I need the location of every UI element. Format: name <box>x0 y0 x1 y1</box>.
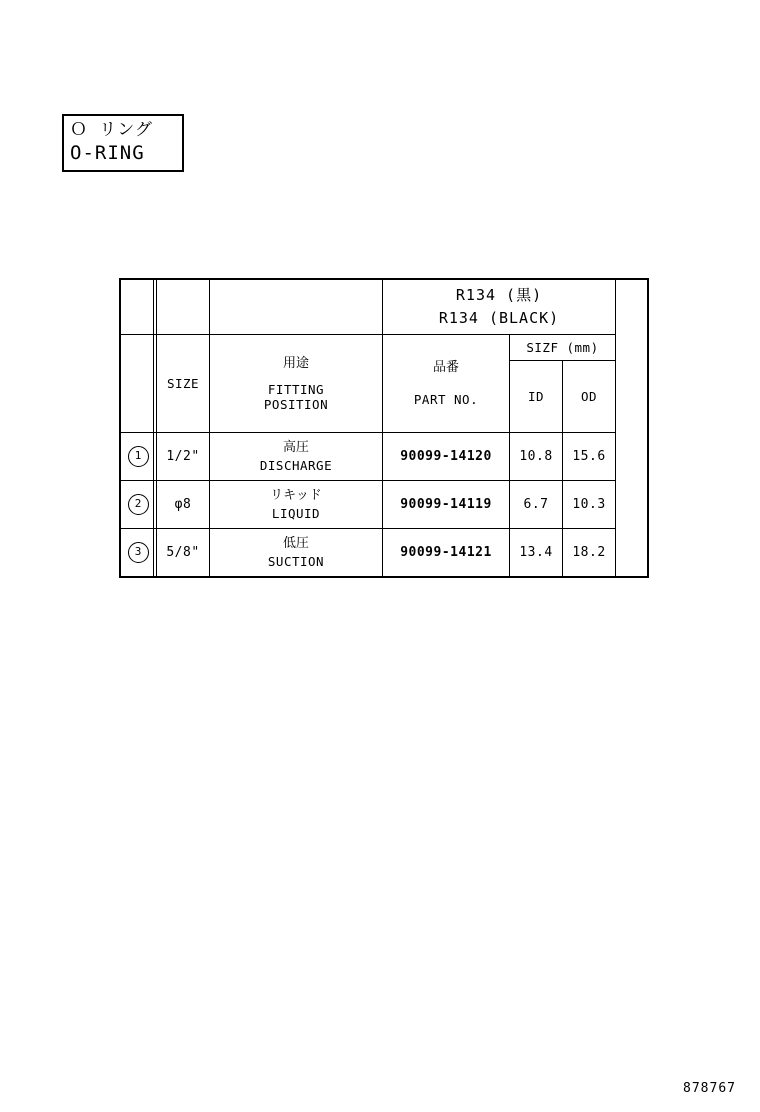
header-od-label: OD <box>580 388 598 404</box>
row-index <box>120 433 157 481</box>
row-part-no: 90099-14120 <box>383 433 510 481</box>
row-fitting <box>210 529 383 577</box>
header-part-japanese: 品番 <box>432 360 459 375</box>
drawing-code: 878767 <box>683 1081 736 1096</box>
row-fitting-japanese: 高圧 <box>282 440 309 455</box>
title-box <box>62 114 184 172</box>
row-part-no: 90099-14119 <box>383 481 510 529</box>
row-index <box>120 529 157 577</box>
row-fitting-english: DISCHARGE <box>259 458 333 473</box>
row-od: 10.3 <box>563 481 616 529</box>
header-blank-index <box>120 279 157 335</box>
table-row <box>120 529 616 577</box>
title-english: O-RING <box>70 142 145 164</box>
title-japanese: Ｏ リング <box>70 120 153 140</box>
header-blank-fitting <box>210 279 383 335</box>
circled-number: 1 <box>128 446 149 467</box>
header-index-column <box>120 335 157 433</box>
row-fitting-english: LIQUID <box>271 506 321 521</box>
header-part-english: PART NO. <box>413 392 479 407</box>
table-row <box>120 433 616 481</box>
header-fitting-position <box>210 335 383 433</box>
row-id: 13.4 <box>510 529 563 577</box>
row-fitting-english: SUCTION <box>267 554 325 569</box>
header-fitting-japanese: 用途 <box>282 355 309 371</box>
refrigerant-english: R134 (BLACK) <box>438 308 560 327</box>
header-id-label: ID <box>527 388 545 404</box>
row-size: 1/2" <box>157 433 210 481</box>
header-part-no <box>383 335 510 433</box>
circled-number: 3 <box>128 542 149 563</box>
row-fitting <box>210 433 383 481</box>
header-refrigerant <box>383 279 616 335</box>
header-size <box>157 335 210 433</box>
row-id: 10.8 <box>510 433 563 481</box>
table-row <box>120 481 616 529</box>
row-id: 6.7 <box>510 481 563 529</box>
row-part-no: 90099-14121 <box>383 529 510 577</box>
circled-number: 2 <box>128 494 149 515</box>
row-fitting-japanese: 低圧 <box>282 536 309 551</box>
header-size-group-label: SIZF (mm) <box>526 339 599 355</box>
header-fitting-english-line2: POSITION <box>263 396 329 412</box>
header-size-group <box>510 335 616 361</box>
oring-spec-table <box>119 278 616 577</box>
table-row-header-refrigerant <box>120 279 616 335</box>
header-od <box>563 361 616 433</box>
header-size-label: SIZE <box>166 375 200 391</box>
row-fitting <box>210 481 383 529</box>
table-row-header-sizegroup <box>120 335 616 361</box>
header-blank-size <box>157 279 210 335</box>
row-index <box>120 481 157 529</box>
refrigerant-japanese: R134 (黒) <box>455 285 543 304</box>
row-size: φ8 <box>157 481 210 529</box>
row-od: 18.2 <box>563 529 616 577</box>
row-od: 15.6 <box>563 433 616 481</box>
row-size: 5/8" <box>157 529 210 577</box>
header-fitting-english-line1: FITTING <box>267 381 325 397</box>
row-fitting-japanese: リキッド <box>270 488 322 503</box>
header-id <box>510 361 563 433</box>
